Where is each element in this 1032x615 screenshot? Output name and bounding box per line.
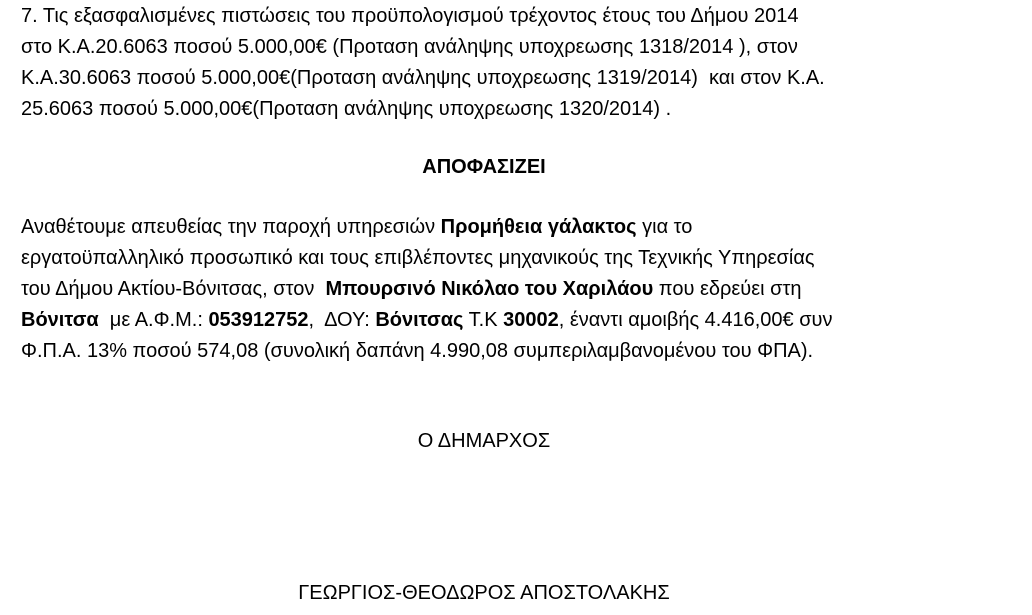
mayor-name: ΓΕΩΡΓΙΟΣ-ΘΕΟΔΩΡΟΣ ΑΠΟΣΤΟΛΑΚΗΣ (298, 582, 670, 604)
contractor-city: Βόνιτσα (21, 309, 99, 331)
tax-id: 053912752 (208, 309, 309, 331)
contractor-name: Μπουρσινό Νικόλαο του Χαριλάου (325, 278, 654, 300)
paragraph-7-line: στο Κ.Α.20.6063 ποσού 5.000,00€ (Προταση ανάληψης υποχρεωσης 1318/2014 ), στον (21, 36, 798, 58)
decision-line: Φ.Π.Α. 13% ποσού 574,08 (συνολική δαπάνη 4.990,08 συμπεριλαμβανομένου του ΦΠΑ). (21, 340, 814, 362)
service-name: Προμήθεια γάλακτος (440, 216, 637, 238)
decision-line (21, 274, 1011, 305)
decision-text: με Α.Φ.Μ.: (98, 309, 209, 331)
paragraph-7 (21, 1, 1011, 125)
decision-text: , ΔΟΥ: (308, 309, 376, 331)
decision-text: του Δήμου Ακτίου-Βόνιτσας, στον (21, 278, 326, 300)
decision-line (21, 212, 1011, 243)
postal-code: 30002 (503, 309, 559, 331)
decision-text: Αναθέτουμε απευθείας την παροχή υπηρεσιών (21, 216, 441, 238)
tax-office: Βόνιτσας (375, 309, 464, 331)
paragraph-7-line: 7. Τις εξασφαλισμένες πιστώσεις του προϋπολογισμού τρέχοντος έτους του Δήμου 2014 (21, 5, 799, 27)
decision-line: εργατοϋπαλληλικό προσωπικό και τους επιβλέποντες μηχανικούς της Τεχνικής Υπηρεσίας (21, 247, 815, 269)
decision-line (21, 305, 1011, 336)
paragraph-7-line: Κ.Α.30.6063 ποσού 5.000,00€(Προταση ανάληψης υποχρεωσης 1319/2014) και στον Κ.Α. (21, 67, 825, 89)
mayor-title: Ο ΔΗΜΑΡΧΟΣ (417, 430, 551, 452)
decision-text: που εδρεύει στη (653, 278, 802, 300)
decision-paragraph (21, 212, 1011, 367)
decision-text: Τ.Κ (463, 309, 504, 331)
decision-text: για το (636, 216, 693, 238)
decides-heading: ΑΠΟΦΑΣΙΖΕΙ (422, 156, 546, 178)
decision-text: , έναντι αμοιβής 4.416,00€ συν (558, 309, 833, 331)
paragraph-7-line: 25.6063 ποσού 5.000,00€(Προταση ανάληψης υποχρεωσης 1320/2014) . (21, 98, 672, 120)
